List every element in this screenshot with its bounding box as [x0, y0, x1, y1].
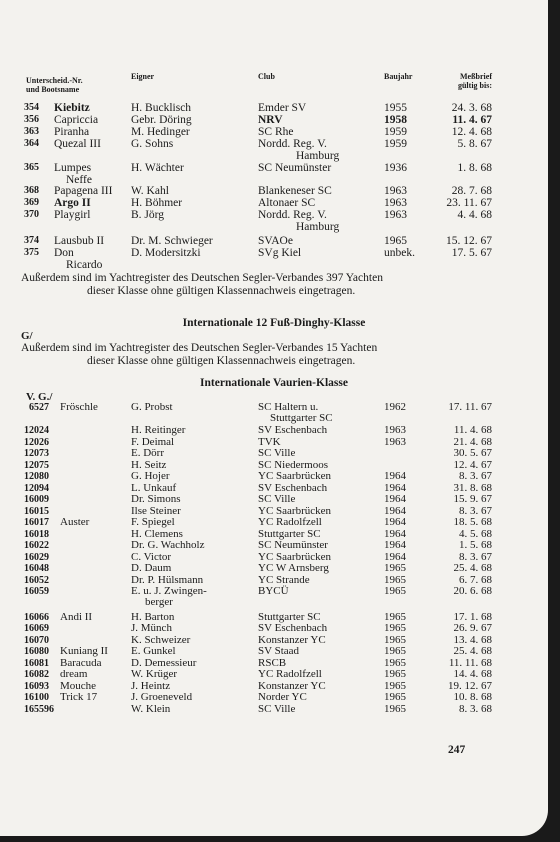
valid-until: 11. 4. 68 — [453, 424, 492, 436]
valid-until: 28. 7. 68 — [451, 185, 492, 197]
build-year: 1965 — [384, 691, 406, 703]
boat-name: Trick 17 — [60, 691, 98, 703]
club: Altonaer SC — [258, 197, 316, 209]
valid-until: 24. 3. 68 — [451, 102, 492, 114]
owner: G. Sohns — [131, 138, 174, 150]
owner: Gebr. Döring — [131, 114, 192, 126]
owner: D. Modersitzki — [131, 247, 201, 259]
valid-until: 31. 8. 68 — [453, 482, 492, 494]
build-year: 1965 — [384, 622, 406, 634]
owner: G. Hojer — [131, 470, 170, 482]
owner: Ilse Steiner — [131, 505, 181, 517]
boat-id: 16029 — [24, 552, 49, 563]
build-year: 1963 — [384, 424, 406, 436]
header-col-owner: Eigner — [131, 72, 155, 81]
boat-name: Mouche — [60, 680, 97, 692]
valid-until: 15. 9. 67 — [453, 493, 492, 505]
valid-until: 6. 7. 68 — [459, 574, 492, 586]
table-row — [0, 448, 548, 459]
owner: F. Deimal — [131, 436, 175, 448]
table-row — [0, 646, 548, 657]
owner: W. Kahl — [131, 185, 169, 197]
club: Blankeneser SC — [258, 185, 332, 197]
build-year: 1965 — [384, 634, 406, 646]
boat-id: 16022 — [24, 540, 49, 551]
boat-name: Playgirl — [54, 209, 91, 221]
header-col-id: Unterscheid.-Nr. und Bootsname — [26, 76, 83, 94]
build-year: 1963 — [384, 197, 407, 209]
boat-id: 364 — [24, 138, 39, 149]
club: YC W Arnsberg — [258, 562, 329, 574]
build-year: 1965 — [384, 562, 406, 574]
valid-until: 17. 1. 68 — [453, 611, 492, 623]
build-year: 1959 — [384, 138, 407, 150]
valid-until: 12. 4. 67 — [453, 459, 492, 471]
header-col-club: Club — [258, 72, 275, 81]
owner: M. Hedinger — [131, 126, 190, 138]
boat-name: Kiebitz — [54, 102, 90, 114]
boat-id: 368 — [24, 185, 39, 196]
build-year: unbek. — [384, 247, 415, 259]
owner: F. Spiegel — [131, 516, 175, 528]
boat-name: Quezal III — [54, 138, 101, 150]
club: SVAOe — [258, 235, 293, 247]
owner: W. Krüger — [131, 668, 178, 680]
owner: H. Wächter — [131, 162, 184, 174]
valid-until: 17. 11. 67 — [448, 401, 492, 413]
build-year: 1965 — [384, 611, 406, 623]
boat-name: Piranha — [54, 126, 90, 138]
boat-name: Auster — [60, 516, 90, 528]
build-year: 1965 — [384, 703, 406, 715]
owner: Dr. M. Schwieger — [131, 235, 213, 247]
valid-until: 8. 3. 67 — [459, 505, 492, 517]
club: YC Strande — [258, 574, 310, 586]
owner: J. Groeneveld — [131, 691, 193, 703]
club: Konstanzer YC — [258, 680, 326, 692]
club: SC Niedermoos — [258, 459, 328, 471]
build-year: 1964 — [384, 539, 406, 551]
page-number: 247 — [448, 744, 466, 756]
boat-id: 165596 — [24, 704, 54, 715]
club: Nordd. Reg. V. — [258, 209, 327, 221]
table-row — [0, 247, 548, 271]
valid-until: 19. 12. 67 — [448, 680, 492, 692]
table-row — [0, 102, 548, 114]
boat-id: 12026 — [24, 437, 49, 448]
boat-name: Fröschle — [60, 401, 98, 413]
valid-until: 1. 5. 68 — [459, 539, 492, 551]
owner-continued: berger — [145, 596, 173, 608]
boat-id: 16015 — [24, 506, 49, 517]
table-row — [0, 425, 548, 436]
boat-name: Don — [54, 247, 74, 259]
valid-until: 26. 9. 67 — [453, 622, 492, 634]
build-year: 1964 — [384, 528, 406, 540]
club: NRV — [258, 114, 283, 126]
build-year: 1955 — [384, 102, 407, 114]
build-year: 1964 — [384, 505, 406, 517]
club: SC Haltern u. — [258, 401, 319, 413]
club: SV Staad — [258, 645, 300, 657]
boat-name: Papagena III — [54, 185, 113, 197]
valid-until: 11. 11. 68 — [448, 657, 492, 669]
boat-id: 16081 — [24, 658, 49, 669]
table-row — [0, 585, 548, 608]
build-year: 1963 — [384, 436, 406, 448]
table-row — [0, 162, 548, 186]
owner: H. Barton — [131, 611, 175, 623]
club: SVg Kiel — [258, 247, 302, 259]
club: BYCÜ — [258, 585, 289, 597]
valid-until: 8. 3. 67 — [459, 551, 492, 563]
valid-until: 8. 3. 68 — [459, 703, 492, 715]
boat-id: 363 — [24, 126, 39, 137]
boat-name: Andi II — [60, 611, 93, 623]
boat-id: 12075 — [24, 460, 49, 471]
club: YC Saarbrücken — [258, 470, 332, 482]
boat-name: Capriccia — [54, 114, 99, 126]
build-year: 1964 — [384, 516, 406, 528]
club: Stuttgarter SC — [258, 528, 321, 540]
owner: J. Münch — [131, 622, 172, 634]
valid-until: 10. 8. 68 — [453, 691, 492, 703]
table-row — [0, 471, 548, 482]
boat-name-continued: Ricardo — [66, 259, 103, 271]
build-year: 1964 — [384, 493, 406, 505]
table-row — [0, 138, 548, 162]
owner: E. Gunkel — [131, 645, 176, 657]
build-year: 1936 — [384, 162, 407, 174]
club: SV Eschenbach — [258, 482, 328, 494]
valid-until: 25. 4. 68 — [453, 562, 492, 574]
boat-id: 16093 — [24, 681, 49, 692]
valid-until: 14. 4. 68 — [453, 668, 492, 680]
boat-id: 374 — [24, 235, 39, 246]
boat-id: 16069 — [24, 623, 49, 634]
build-year: 1965 — [384, 668, 406, 680]
valid-until: 5. 8. 67 — [457, 138, 492, 150]
valid-until: 15. 12. 67 — [446, 235, 492, 247]
boat-id: 16082 — [24, 669, 49, 680]
valid-until: 23. 11. 67 — [446, 197, 492, 209]
note-2: Außerdem sind im Yachtregister des Deutschen Segler-Verbandes 15 Yachten dieser Klasse ohne gültigen Klassennachweis eingetragen. — [21, 342, 378, 367]
boat-id: 370 — [24, 209, 39, 220]
valid-until: 21. 4. 68 — [453, 436, 492, 448]
table-row — [0, 623, 548, 634]
build-year: 1963 — [384, 185, 407, 197]
club-continued: Hamburg — [296, 150, 340, 162]
club: SV Eschenbach — [258, 424, 328, 436]
boat-id: 16017 — [24, 517, 49, 528]
owner: D. Daum — [131, 562, 172, 574]
valid-until: 18. 5. 68 — [453, 516, 492, 528]
header-col-valid: Meßbrief gültig bis: — [457, 72, 492, 90]
boat-id: 16066 — [24, 612, 49, 623]
table-row — [0, 540, 548, 551]
owner: Dr. G. Wachholz — [131, 539, 205, 551]
club: RSCB — [258, 657, 287, 669]
boat-id: 6527 — [29, 402, 49, 413]
section-title-dinghy: Internationale 12 Fuß-Dinghy-Klasse — [182, 317, 366, 329]
owner: G. Probst — [131, 401, 173, 413]
owner: H. Reitinger — [131, 424, 186, 436]
table-row — [0, 209, 548, 233]
build-year: 1962 — [384, 401, 406, 413]
valid-until: 12. 4. 68 — [451, 126, 492, 138]
table-row — [0, 401, 548, 424]
club-continued: Stuttgarter SC — [270, 412, 333, 424]
boat-id: 12073 — [24, 448, 49, 459]
header-col-year: Baujahr — [384, 72, 413, 81]
boat-name: Lumpes — [54, 162, 92, 174]
owner: E. u. J. Zwingen- — [131, 585, 207, 597]
valid-until: 13. 4. 68 — [453, 634, 492, 646]
boat-name: dream — [60, 668, 88, 680]
boat-id: 12080 — [24, 471, 49, 482]
build-year: 1965 — [384, 235, 407, 247]
club: Norder YC — [258, 691, 307, 703]
boat-id: 16070 — [24, 635, 49, 646]
club: Emder SV — [258, 102, 307, 114]
boat-name: Kuniang II — [60, 645, 108, 657]
valid-until: 30. 5. 67 — [453, 447, 492, 459]
club: SC Ville — [258, 493, 296, 505]
boat-id: 16052 — [24, 575, 49, 586]
build-year: 1964 — [384, 470, 406, 482]
table-row — [0, 235, 548, 247]
table-row — [0, 114, 548, 126]
club: Nordd. Reg. V. — [258, 138, 327, 150]
boat-id: 354 — [24, 102, 39, 113]
boat-id: 16048 — [24, 563, 49, 574]
valid-until: 17. 5. 67 — [451, 247, 492, 259]
valid-until: 25. 4. 68 — [453, 645, 492, 657]
club-continued: Hamburg — [296, 221, 340, 233]
boat-name: Argo II — [54, 197, 91, 209]
club: YC Saarbrücken — [258, 551, 332, 563]
club: SC Ville — [258, 447, 296, 459]
note-1: Außerdem sind im Yachtregister des Deutschen Segler-Verbandes 397 Yachten dieser Klasse ohne gültigen Klassennachweis eingetragen. — [21, 272, 383, 297]
boat-id: 16059 — [24, 586, 49, 597]
club: SC Ville — [258, 703, 296, 715]
table-row — [0, 517, 548, 528]
table-row — [0, 126, 548, 138]
boat-name: Baracuda — [60, 657, 102, 669]
owner: B. Jörg — [131, 209, 165, 221]
owner: H. Bucklisch — [131, 102, 192, 114]
club: SC Rhe — [258, 126, 294, 138]
build-year: 1964 — [384, 482, 406, 494]
build-year: 1964 — [384, 551, 406, 563]
build-year: 1965 — [384, 645, 406, 657]
owner: H. Clemens — [131, 528, 183, 540]
boat-id: 356 — [24, 114, 39, 125]
club: SC Neumünster — [258, 539, 328, 551]
valid-until: 8. 3. 67 — [459, 470, 492, 482]
table-row — [0, 494, 548, 505]
build-year: 1965 — [384, 574, 406, 586]
boat-id: 12094 — [24, 483, 49, 494]
table-row — [0, 704, 548, 715]
boat-id: 16080 — [24, 646, 49, 657]
build-year: 1965 — [384, 657, 406, 669]
section-title-vaurien: Internationale Vaurien-Klasse — [200, 377, 348, 389]
boat-id: 369 — [24, 197, 39, 208]
table-row — [0, 197, 548, 209]
owner: W. Klein — [131, 703, 171, 715]
owner: L. Unkauf — [131, 482, 177, 494]
valid-until: 4. 4. 68 — [457, 209, 492, 221]
owner: Dr. Simons — [131, 493, 181, 505]
valid-until: 20. 6. 68 — [453, 585, 492, 597]
club: YC Saarbrücken — [258, 505, 332, 517]
valid-until: 4. 5. 68 — [459, 528, 492, 540]
owner: C. Victor — [131, 551, 172, 563]
build-year: 1958 — [384, 114, 407, 126]
owner: Dr. P. Hülsmann — [131, 574, 204, 586]
owner: E. Dörr — [131, 447, 164, 459]
boat-id: 16018 — [24, 529, 49, 540]
club: SV Eschenbach — [258, 622, 328, 634]
section-prefix-vaurien: V. G./ — [26, 391, 53, 403]
owner: D. Demessieur — [131, 657, 197, 669]
owner: H. Böhmer — [131, 197, 183, 209]
boat-name-continued: Neffe — [66, 174, 92, 186]
build-year: 1963 — [384, 209, 407, 221]
club: YC Radolfzell — [258, 668, 322, 680]
table-row — [0, 692, 548, 703]
table-row — [0, 185, 548, 197]
table-row — [0, 563, 548, 574]
valid-until: 11. 4. 67 — [452, 114, 492, 126]
build-year: 1959 — [384, 126, 407, 138]
boat-id: 12024 — [24, 425, 49, 436]
club: SC Neumünster — [258, 162, 332, 174]
section-prefix-dinghy: G/ — [21, 330, 33, 342]
valid-until: 1. 8. 68 — [457, 162, 492, 174]
club: YC Radolfzell — [258, 516, 322, 528]
boat-id: 375 — [24, 247, 39, 258]
owner: K. Schweizer — [131, 634, 191, 646]
boat-id: 365 — [24, 162, 39, 173]
owner: J. Heintz — [131, 680, 171, 692]
table-row — [0, 669, 548, 680]
build-year: 1965 — [384, 680, 406, 692]
club: Konstanzer YC — [258, 634, 326, 646]
build-year: 1965 — [384, 585, 406, 597]
owner: H. Seitz — [131, 459, 167, 471]
boat-name: Lausbub II — [54, 235, 105, 247]
boat-id: 16009 — [24, 494, 49, 505]
club: Stuttgarter SC — [258, 611, 321, 623]
club: TVK — [258, 436, 281, 448]
boat-id: 16100 — [24, 692, 49, 703]
